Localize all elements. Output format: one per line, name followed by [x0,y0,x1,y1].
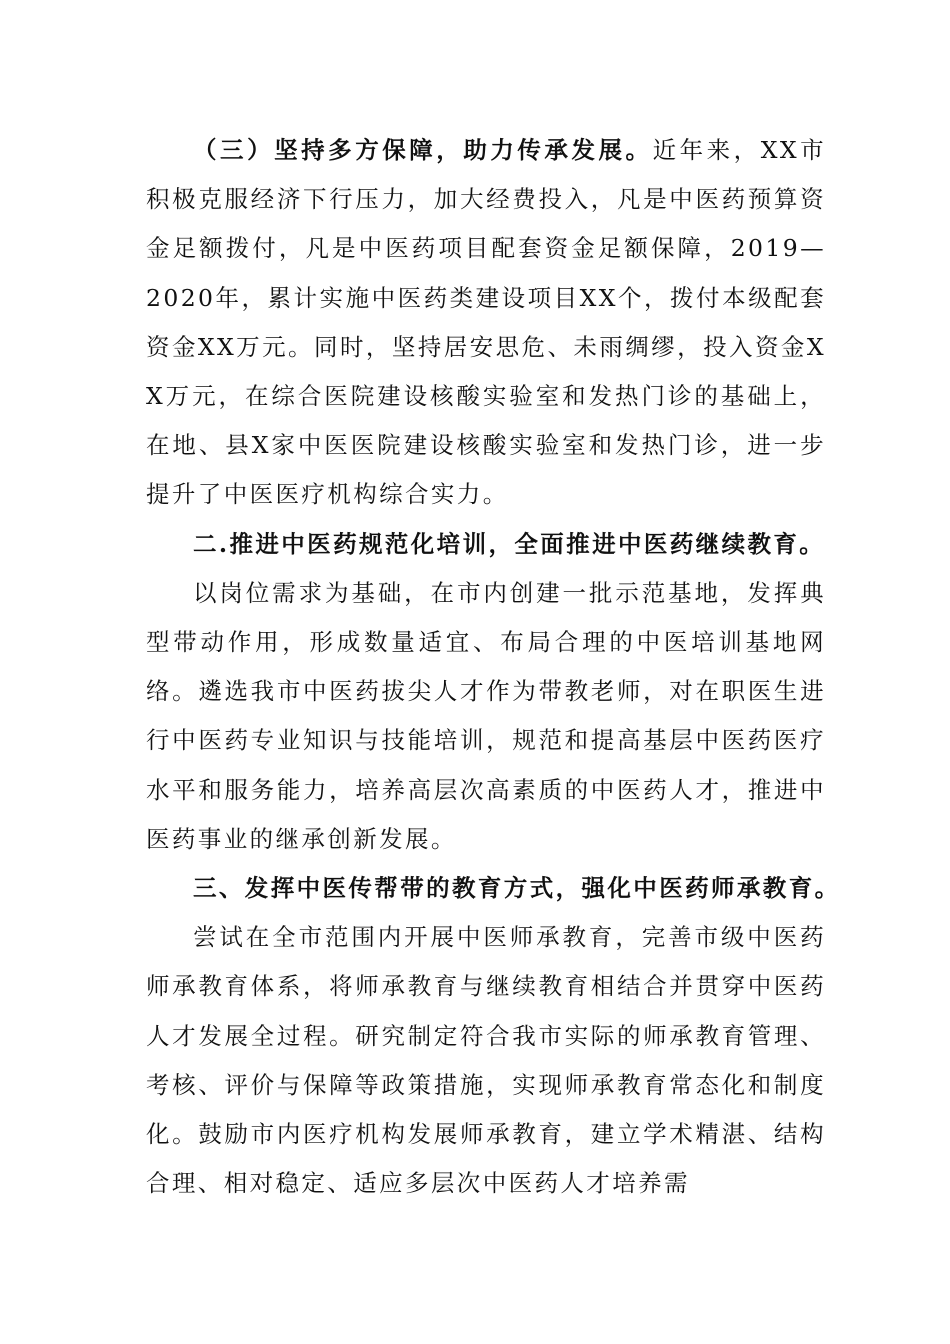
section-3-lead: （三）坚持多方保障，助力传承发展。 [193,136,653,164]
heading-2: 二.推进中医药规范化培训，全面推进中医药继续教育。 [193,529,826,558]
section-3-paragraph [146,126,826,520]
heading-3: 三、发挥中医传帮带的教育方式，强化中医药师承教育。 [193,874,841,903]
document-page [146,126,841,1208]
paragraph-3: 尝试在全市范围内开展中医师承教育，完善市级中医药师承教育体系，将师承教育与继续教育相结合并贯穿中医药人才发展全过程。研究制定符合我市实际的师承教育管理、考核、评价与保障等政策措施，实现师承教育常态化和制度化。鼓励市内医疗机构发展师承教育，建立学术精湛、结构合理、相对稳定、适应多层次中医药人才培养需 [146,923,826,1198]
section-3-body: 近年来，XX市积极克服经济下行压力，加大经费投入，凡是中医药预算资金足额拨付，凡是中医药项目配套资金足额保障，2019—2020年，累计实施中医药类建设项目XX个，拨付本级配套资金XX万元。同时，坚持居安思危、未雨绸缪，投入资金XX万元，在综合医院建设核酸实验室和发热门诊的基础上，在地、县X家中医医院建设核酸实验室和发热门诊，进一步提升了中医医疗机构综合实力。 [146,136,826,509]
paragraph-2: 以岗位需求为基础，在市内创建一批示范基地，发挥典型带动作用，形成数量适宜、布局合理的中医培训基地网络。遴选我市中医药拔尖人才作为带教老师，对在职医生进行中医药专业知识与技能培训，规范和提高基层中医药医疗水平和服务能力，培养高层次高素质的中医药人才，推进中医药事业的继承创新发展。 [146,578,826,853]
